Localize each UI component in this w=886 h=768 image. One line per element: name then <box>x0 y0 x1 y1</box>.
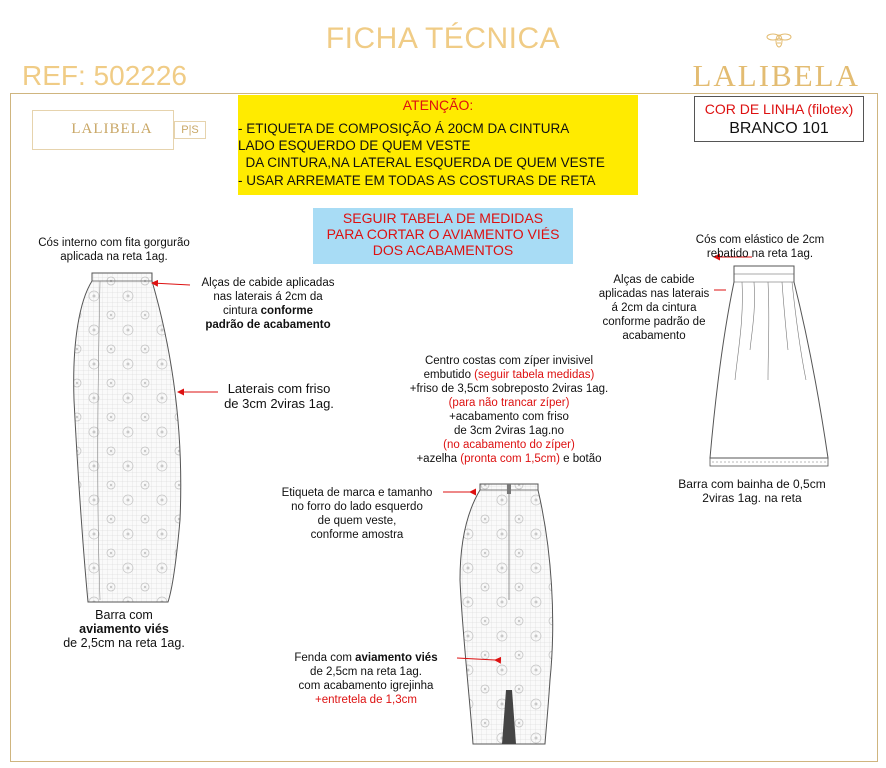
label-brand: LALIBELA <box>71 121 153 137</box>
note-center-back-zipper: Centro costas com zíper invisivel embutido (seguir tabela medidas) +friso de 3,5cm sobreposto 2viras 1ag. (para não trancar zíper) +acabamento com friso de 3cm 2viras 1ag.no (no acabamento do zíper) +azelha (pronta com 1,5cm) e botão <box>409 355 609 465</box>
thread-color-title: COR DE LINHA (filotex) <box>704 101 854 117</box>
measure-notice-line: PARA CORTAR O AVIAMENTO VIÉS <box>326 226 560 242</box>
note-brand-label: Etiqueta de marca e tamanho no forro do lado esquerdo de quem veste, conforme amostra <box>281 487 433 541</box>
attention-line: LADO ESQUERDO DE QUEM VESTE <box>238 138 471 153</box>
brand-logo: LALIBELA <box>692 58 860 93</box>
reference-code: REF: 502226 <box>22 60 187 91</box>
attention-title: ATENÇÃO: <box>402 97 474 113</box>
note-hanger-loops: Alças de cabide aplicadas nas laterais á 2cm da cintura conforme padrão de acabamento <box>201 277 335 331</box>
skirt-back-drawing <box>460 484 553 744</box>
attention-line: - ETIQUETA DE COMPOSIÇÃO Á 20CM DA CINTURA <box>238 121 570 136</box>
thread-color-value: BRANCO 101 <box>729 120 829 137</box>
attention-line: - USAR ARREMATE EM TODAS AS COSTURAS DE RETA <box>238 173 596 188</box>
note-side-seams: Laterais com friso de 3cm 2viras 1ag. <box>224 381 334 411</box>
note-hem-bias: Barra com aviamento viés de 2,5cm na reta 1ag. <box>63 608 185 650</box>
note-waistband-inner: Cós interno com fita gorgurão aplicada na reta 1ag. <box>38 237 190 263</box>
attention-line: DA CINTURA,NA LATERAL ESQUERDA DE QUEM VESTE <box>238 155 605 170</box>
skirt-elastic-drawing <box>710 266 828 466</box>
label-size: P|S <box>174 121 206 139</box>
note-hem-rolled: Barra com bainha de 0,5cm 2viras 1ag. na reta <box>678 477 826 505</box>
page-title: FICHA TÉCNICA <box>325 22 561 55</box>
note-elastic-waistband: Cós com elástico de 2cm rebatido na reta 1ag. <box>695 234 825 260</box>
measure-notice-line: DOS ACABAMENTOS <box>372 242 514 258</box>
note-hanger-loops-elastic: Alças de cabide aplicadas nas laterais á 2cm da cintura conforme padrão de acabamento <box>598 274 710 342</box>
skirt-front-drawing <box>74 273 181 602</box>
measure-notice-line: SEGUIR TABELA DE MEDIDAS <box>342 210 544 226</box>
note-slit: Fenda com aviamento viés de 2,5cm na reta 1ag. com acabamento igrejinha +entretela de 1,3cm <box>294 652 438 706</box>
